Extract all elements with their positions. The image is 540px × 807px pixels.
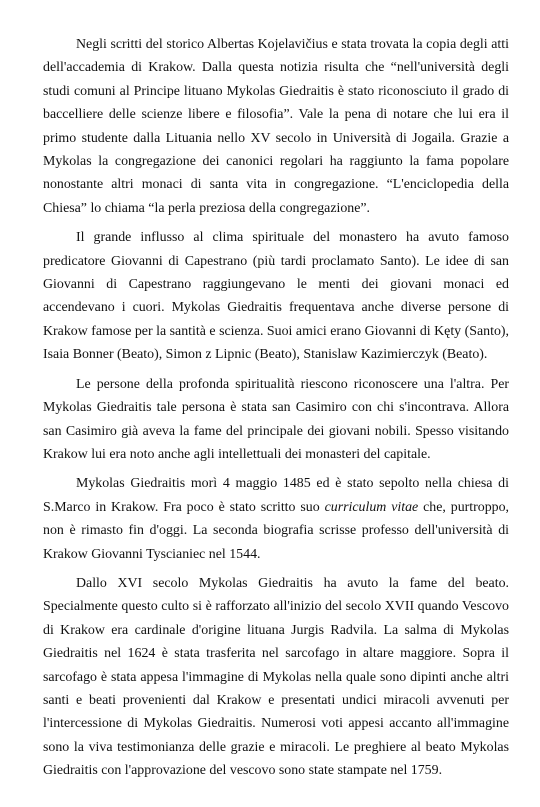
paragraph-2-text: Il grande influsso al clima spirituale del monastero ha avuto famoso predicatore Giovanni di Capestrano (più tardi proclamato Santo). Le idee di san Giovanni di Capestrano raggiungevano le menti dei giovani monaci ed accendevano i cuori. Mykolas Giedraitis frequentava anche diverse persone di Krakow famose per la santità e scienza. Suoi amici erano Giovanni di Kęty (Santo), Isaia Bonner (Beato), Simon z Lipnic (Beato), Stanislaw Kazimierczyk (Beato). <box>43 230 509 363</box>
paragraph-5 <box>43 572 509 783</box>
paragraph-4 <box>43 472 509 566</box>
paragraph-4-text-a: Mykolas Giedraitis morì 4 maggio 1485 ed è stato sepolto nella chiesa di S.Marco in Krakow. Fra poco è stato scritto suo <box>43 476 509 515</box>
paragraph-5-text: Dallo XVI secolo Mykolas Giedraitis ha avuto la fame del beato. Specialmente questo culto si è rafforzato all'inizio del secolo XVII quando Vescovo di Krakow era cardinale d'origine lituana Jurgis Radvila. La salma di Mykolas Giedraitis nel 1624 è stata trasferita nel sarcofago in altare maggiore. Sopra il sarcofago è stata appesa l'immagine di Mykolas nella quale sono dipinti anche altri santi e beati provenienti dal Krakow e presentati undici miracoli avvenuti per l'intercessione di Mykolas Giedraitis. Numerosi voti appesi accanto all'immagine sono la viva testimonianza delle grazie e miracoli. Le preghiere al beato Mykolas Giedraitis con l'approvazione del vescovo sono state stampate nel 1759. <box>43 575 509 779</box>
paragraph-3-text: Le persone della profonda spiritualità riescono riconoscere una l'altra. Per Mykolas Giedraitis tale persona è stata san Casimiro con chi s'incontrava. Allora san Casimiro già aveva la fame del principale dei giovani nobili. Spesso visitando Krakow lui era noto anche agli intellettuali dei monasteri del capitale. <box>43 376 509 462</box>
paragraph-4-italic-phrase: curriculum vitae <box>324 499 419 515</box>
paragraph-3 <box>43 373 509 467</box>
paragraph-1 <box>43 33 509 220</box>
paragraph-1-text: Negli scritti del storico Albertas Kojelavičius e stata trovata la copia degli atti dell'accademia di Krakow. Dalla questa notizia risulta che “nell'università degli studi comuni al Principe lituano Mykolas Giedraitis è stato riconosciuto il grado di baccelliere delle scienze libere e filosofia”. Vale la pena di notare che lui era il primo studente dalla Lituania nello XV secolo in Università di Jogaila. Grazie a Mykolas la congregazione dei canonici regolari ha raggiunto la fama popolare nonostante altri monaci di santa vita in congregazione. “L'enciclopedia della Chiesa” lo chiama “la perla preziosa della congregazione”. <box>43 37 509 216</box>
paragraph-4-text-b: che, purtroppo, non è rimasto fin d'oggi. La seconda biografia scrisse professo dell'università di Krakow Giovanni Tyscianiec nel 1544. <box>43 499 509 562</box>
paragraph-2 <box>43 226 509 366</box>
document-page <box>43 33 509 789</box>
